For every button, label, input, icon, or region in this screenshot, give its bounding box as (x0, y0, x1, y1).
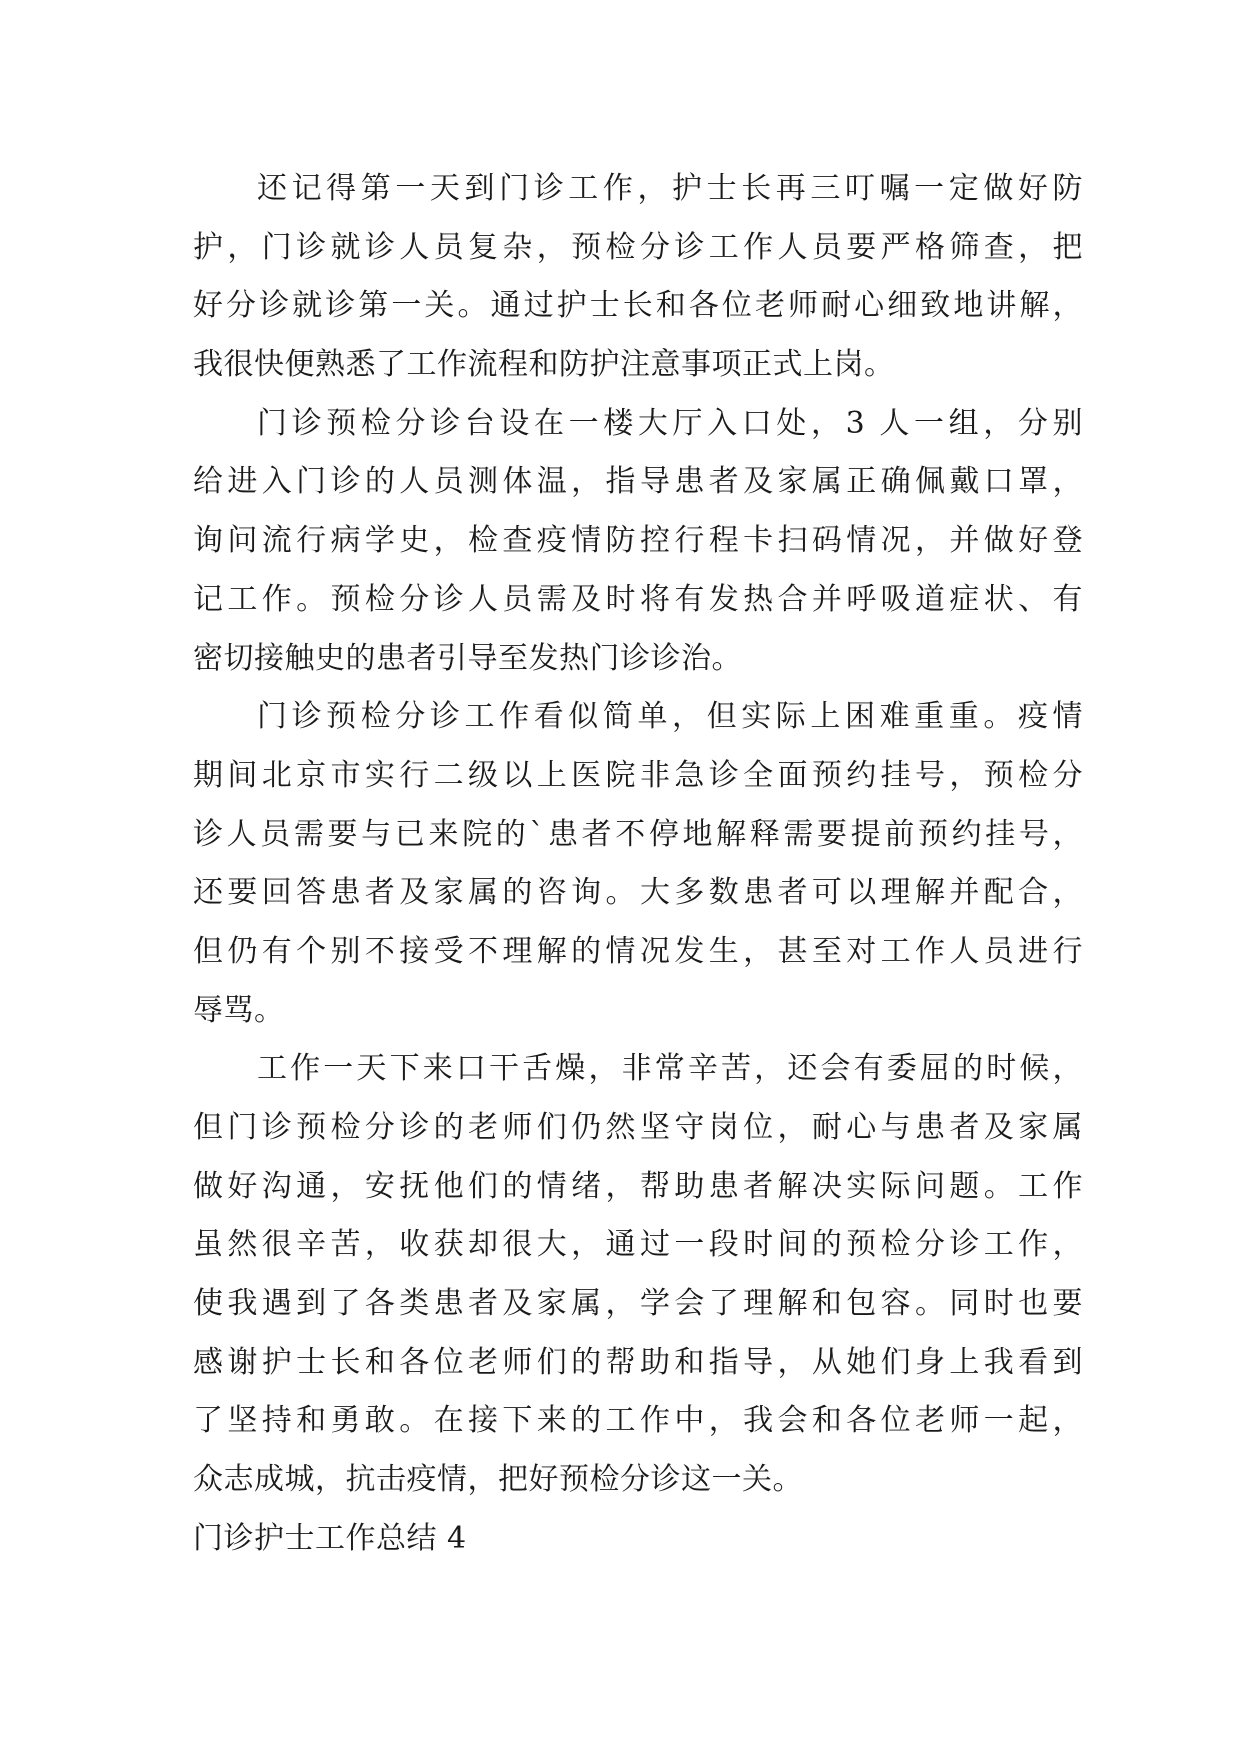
paragraph-line: 但门诊预检分诊的老师们仍然坚守岗位，耐心与患者及家属 (193, 1110, 1083, 1145)
paragraph-line: 好分诊就诊第一关。通过护士长和各位老师耐心细致地讲解， (193, 288, 1083, 324)
paragraph-line: 做好沟通，安抚他们的情绪，帮助患者解决实际问题。工作 (193, 1168, 1083, 1204)
paragraph-line: 众志成城，抗击疫情，把好预检分诊这一关。 (193, 1462, 803, 1498)
paragraph-line: 工作一天下来口干舌燥，非常辛苦，还会有委屈的时候， (257, 1051, 1083, 1087)
paragraph-line: 门诊预检分诊工作看似简单，但实际上困难重重。疫情 (257, 699, 1083, 735)
paragraph-line: 门诊预检分诊台设在一楼大厅入口处，3 人一组，分别 (257, 405, 1083, 441)
document-body (193, 160, 1083, 1569)
paragraph-line: 还记得第一天到门诊工作，护士长再三叮嘱一定做好防 (257, 171, 1083, 206)
paragraph-line: 给进入门诊的人员测体温，指导患者及家属正确佩戴口罩， (193, 464, 1083, 500)
paragraph-line: 询问流行病学史，检查疫情防控行程卡扫码情况，并做好登 (193, 523, 1083, 559)
paragraph-line: 还要回答患者及家属的咨询。大多数患者可以理解并配合， (193, 875, 1083, 911)
paragraph-line: 感谢护士长和各位老师们的帮助和指导，从她们身上我看到 (193, 1344, 1083, 1380)
paragraph-line: 我很快便熟悉了工作流程和防护注意事项正式上岗。 (193, 347, 895, 383)
paragraph-line: 辱骂。 (193, 992, 285, 1028)
paragraph-line: 但仍有个别不接受不理解的情况发生，甚至对工作人员进行 (193, 933, 1083, 969)
paragraph-line: 使我遇到了各类患者及家属，学会了理解和包容。同时也要 (193, 1286, 1083, 1322)
paragraph-line: 密切接触史的患者引导至发热门诊诊治。 (193, 640, 742, 676)
section-heading: 门诊护士工作总结 4 (193, 1520, 467, 1556)
paragraph-line: 了坚持和勇敢。在接下来的工作中，我会和各位老师一起， (193, 1403, 1083, 1439)
paragraph-line: 护，门诊就诊人员复杂，预检分诊工作人员要严格筛查，把 (193, 229, 1083, 265)
paragraph-line: 期间北京市实行二级以上医院非急诊全面预约挂号，预检分 (193, 757, 1083, 793)
paragraph-line: 记工作。预检分诊人员需及时将有发热合并呼吸道症状、有 (193, 581, 1083, 617)
paragraph-line: 虽然很辛苦，收获却很大，通过一段时间的预检分诊工作， (193, 1227, 1083, 1263)
paragraph-line: 诊人员需要与已来院的`患者不停地解释需要提前预约挂号， (193, 816, 1083, 852)
